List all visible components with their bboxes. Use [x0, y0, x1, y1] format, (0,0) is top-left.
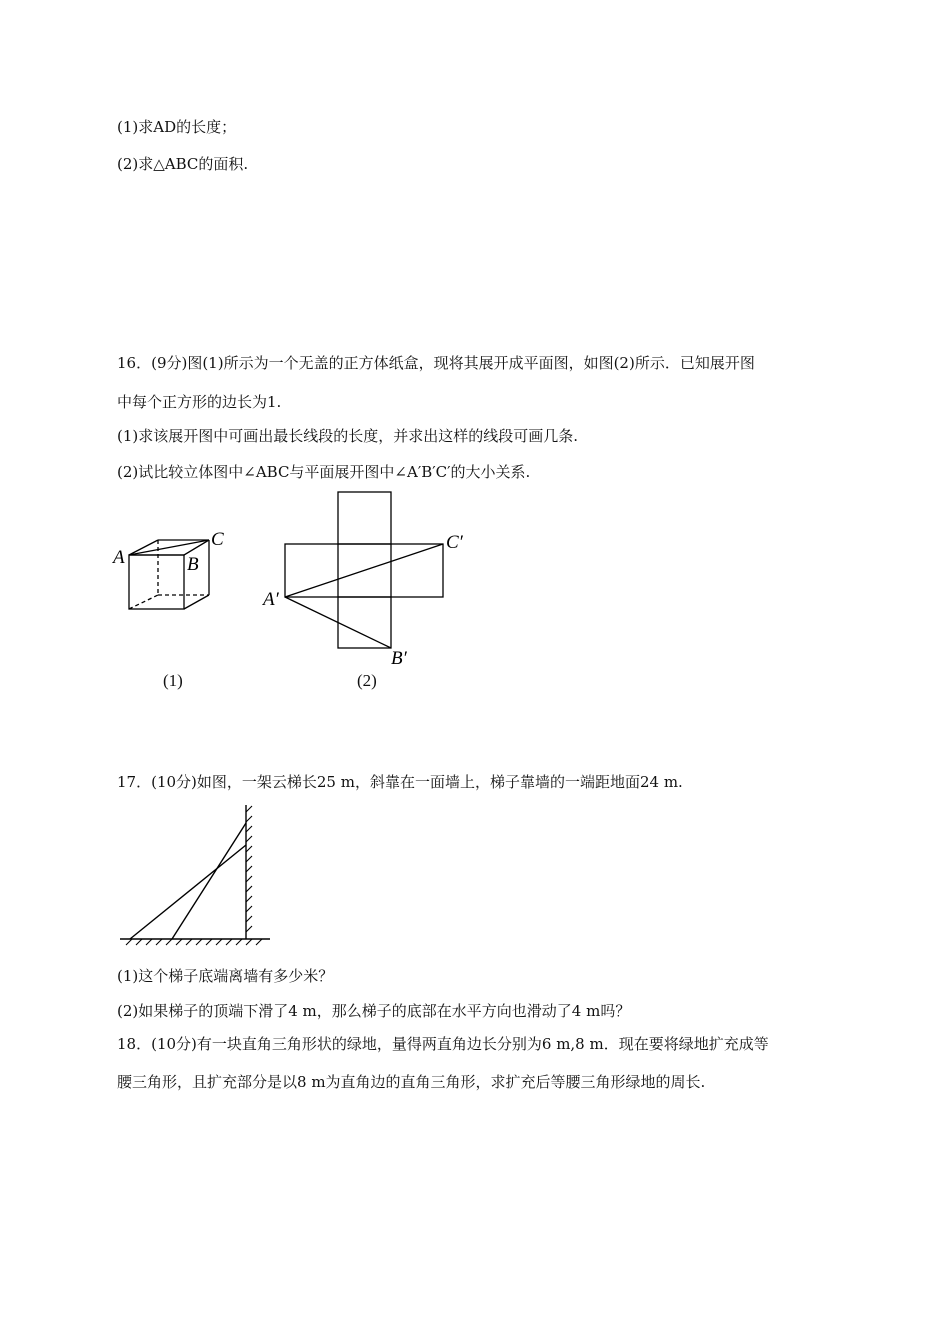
q16-part2: (2)试比较立体图中∠ABC与平面展开图中∠A′B′C′的大小关系. [117, 463, 531, 481]
q15-part1: (1)求AD的长度； [117, 118, 237, 136]
ladder-figure [112, 800, 277, 950]
q15-part2: (2)求△ABC的面积. [117, 155, 249, 173]
q16-stem-line2: 中每个正方形的边长为1. [117, 393, 282, 411]
q16-stem-line1: 16．(9分)图(1)所示为一个无盖的正方体纸盒，现将其展开成平面图，如图(2)所示．已知展开图 [117, 354, 755, 372]
cube-net-figure [260, 485, 475, 670]
net-label-a: A′ [263, 589, 279, 610]
cube-label-c: C [211, 529, 224, 550]
q16-part1: (1)求该展开图中可画出最长线段的长度，并求出这样的线段可画几条. [117, 427, 579, 445]
q17-part2: (2)如果梯子的顶端下滑了4 m，那么梯子的底部在水平方向也滑动了4 m吗？ [117, 1002, 631, 1020]
net-label-c: C′ [446, 532, 463, 553]
cube-label-b: B [187, 554, 199, 575]
net-label-b: B′ [391, 648, 407, 669]
q18-stem-line2: 腰三角形，且扩充部分是以8 m为直角边的直角三角形，求扩充后等腰三角形绿地的周长. [117, 1073, 706, 1091]
cube-figure [105, 525, 235, 615]
fig2-caption: (2) [357, 671, 377, 690]
cube-label-a: A [113, 547, 125, 568]
fig1-caption: (1) [163, 671, 183, 690]
q18-stem-line1: 18．(10分)有一块直角三角形状的绿地，量得两直角边长分别为6 m,8 m．现在要将绿地扩充成等 [117, 1035, 769, 1053]
q17-part1: (1)这个梯子底端离墙有多少米？ [117, 967, 334, 985]
q17-stem: 17．(10分)如图，一架云梯长25 m，斜靠在一面墙上，梯子靠墙的一端距地面24 m. [117, 773, 683, 791]
